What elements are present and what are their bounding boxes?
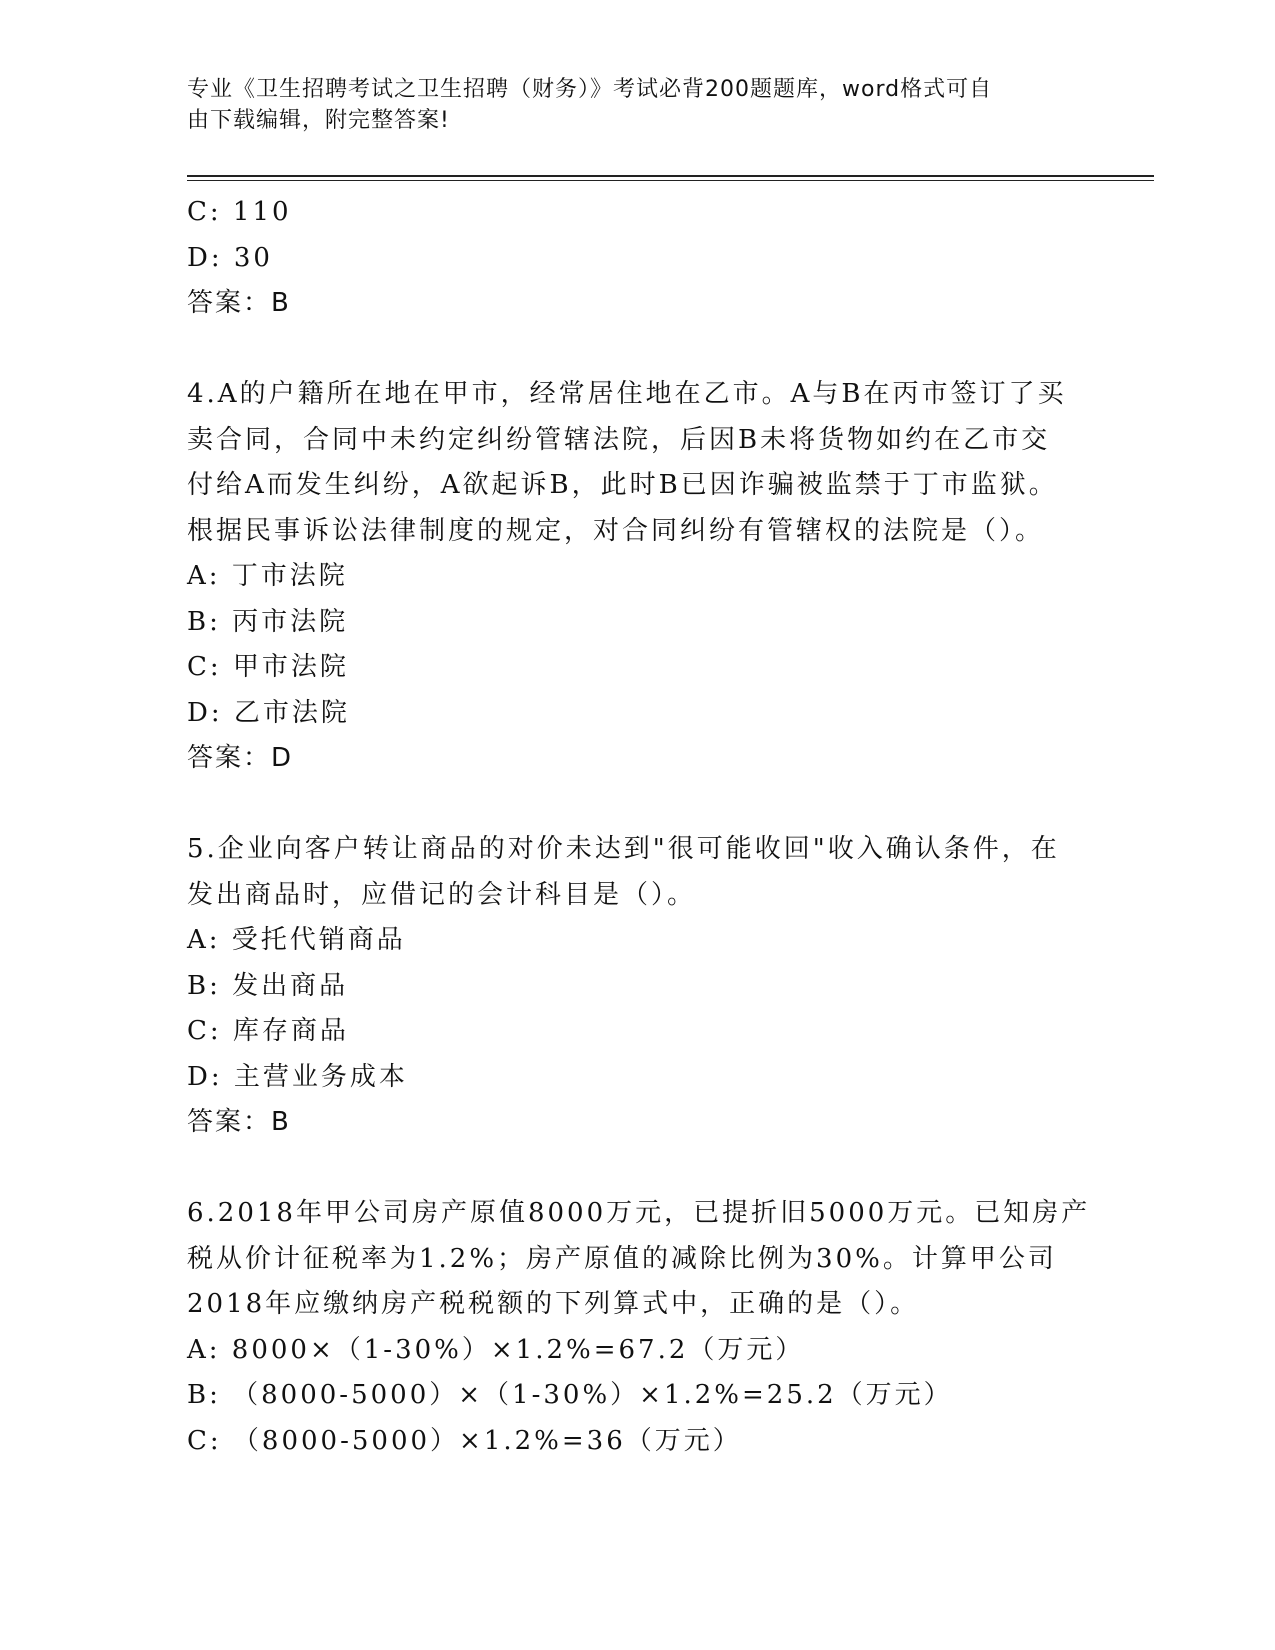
option-c: C: 110 — [187, 197, 292, 227]
option-c: C: 库存商品 — [187, 1016, 349, 1046]
answer-line: 答案：D — [187, 743, 294, 773]
header-rule-thin — [187, 180, 1154, 181]
question-text-line: 发出商品时，应借记的会计科目是（）。 — [187, 879, 697, 910]
spacer — [187, 1146, 1087, 1192]
question-text-line: 2018年应缴纳房产税税额的下列算式中，正确的是（）。 — [187, 1289, 920, 1319]
option-a: A: 丁市法院 — [187, 561, 348, 591]
question-text-line: 付给A而发生纠纷，A欲起诉B，此时B已因诈骗被监禁于丁市监狱。 — [187, 470, 1058, 500]
header-line-2: 由下载编辑，附完整答案! — [187, 108, 450, 133]
option-d: D: 30 — [187, 242, 273, 273]
option-b: B: 丙市法院 — [187, 606, 349, 637]
answer-line: 答案：B — [187, 288, 291, 318]
option-b: B: 发出商品 — [187, 970, 349, 1001]
question-text-line: 6.2018年甲公司房产原值8000万元，已提折旧5000万元。已知房产 — [187, 1198, 1091, 1228]
spacer — [187, 327, 1087, 373]
option-c: C: 甲市法院 — [187, 652, 349, 682]
option-a: A: 8000×（1-30%）×1.2%=67.2（万元） — [187, 1334, 805, 1365]
question-5 — [187, 827, 1087, 1146]
document-header — [187, 74, 1067, 136]
question-text-line: 税从价计征税率为1.2%；房产原值的减除比例为30%。计算甲公司 — [187, 1243, 1057, 1274]
header-line-1: 专业《卫生招聘考试之卫生招聘（财务）》考试必背200题题库，word格式可自 — [187, 77, 993, 102]
question-6 — [187, 1191, 1091, 1464]
option-b: B: （8000-5000）×（1-30%）×1.2%=25.2（万元） — [187, 1380, 953, 1410]
option-d: D: 主营业务成本 — [187, 1061, 408, 1092]
question-4 — [187, 372, 1087, 782]
question-text-line: 卖合同，合同中未约定纠纷管辖法院，后因B未将货物如约在乙市交 — [187, 424, 1051, 455]
spacer — [187, 782, 1087, 828]
question-text-line: 4.A的户籍所在地在甲市，经常居住地在乙市。A与B在丙市签订了买 — [187, 379, 1067, 409]
question-text-line: 根据民事诉讼法律制度的规定，对合同纠纷有管辖权的法院是（）。 — [187, 515, 1045, 546]
option-c: C: （8000-5000）×1.2%=36（万元） — [187, 1425, 742, 1456]
document-body — [187, 190, 1091, 1464]
option-d: D: 乙市法院 — [187, 697, 350, 728]
answer-line: 答案：B — [187, 1107, 291, 1137]
header-rule-thick — [187, 175, 1154, 177]
option-a: A: 受托代销商品 — [187, 925, 406, 955]
question-text-line: 5.企业向客户转让商品的对价未达到"很可能收回"收入确认条件，在 — [187, 834, 1060, 864]
